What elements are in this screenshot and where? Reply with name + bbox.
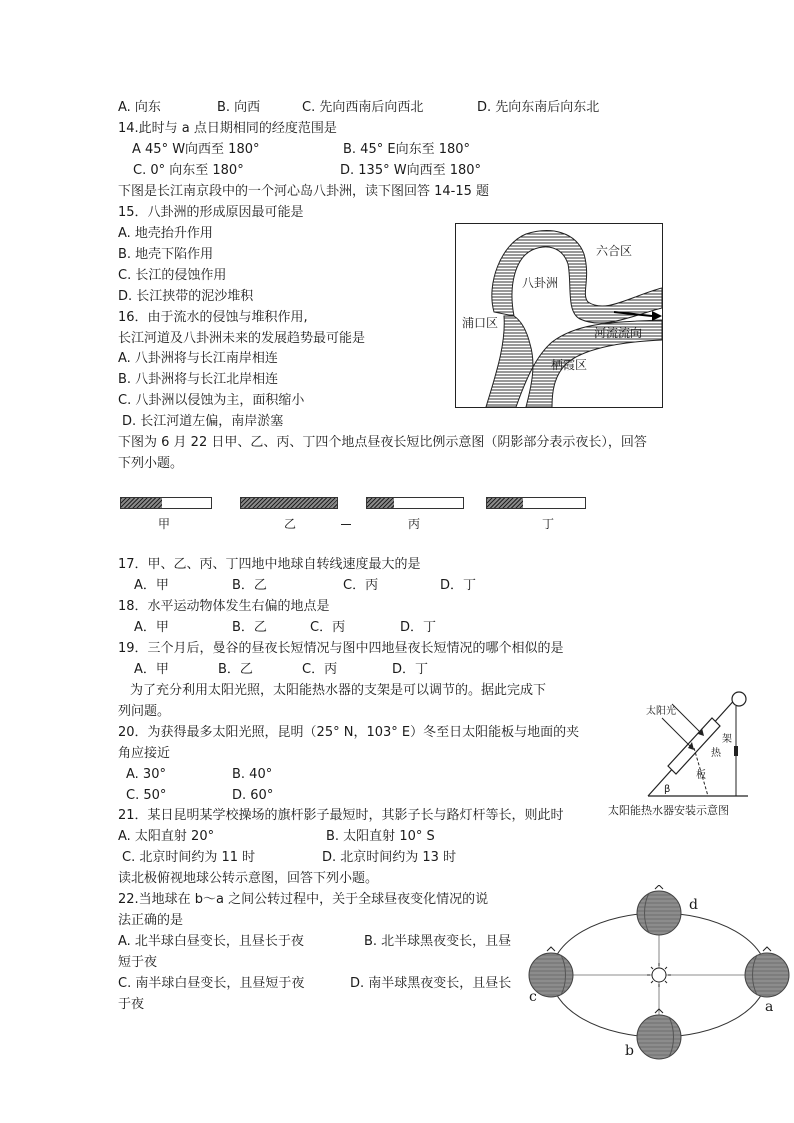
q17-option-c: C．丙 — [343, 578, 379, 593]
daybar-ding — [486, 497, 586, 509]
q13-option-c: C. 先向西南后向西北 — [302, 100, 424, 115]
q15-option-b: B. 地壳下陷作用 — [118, 247, 214, 262]
q15-stem: 15．八卦洲的形成原因最可能是 — [118, 205, 304, 220]
daybar-jia — [120, 497, 212, 509]
q19-stem: 19．三个月后，曼谷的昼夜长短情况与图中四地昼夜长短情况的哪个相似的是 — [118, 641, 564, 656]
q14-option-a: A 45° W向西至 180° — [132, 142, 260, 157]
q18-option-b: B．乙 — [232, 620, 267, 635]
q17-stem: 17．甲、乙、丙、丁四地中地球自转线速度最大的是 — [118, 557, 421, 572]
solar-label-sunlight: 太阳光 — [646, 706, 676, 717]
solar-heater-diagram — [608, 688, 758, 818]
q20-option-c: C. 50° — [126, 788, 167, 803]
q14-option-b: B. 45° E向东至 180° — [343, 142, 471, 157]
night-fill — [121, 498, 162, 508]
q18-option-c: C．丙 — [310, 620, 346, 635]
daybar-bing — [366, 497, 464, 509]
q20-option-d: D. 60° — [232, 788, 274, 803]
q21-stem: 21．某日昆明某学校操场的旗杆影子最短时，其影子长与路灯杆等长，则此时 — [118, 808, 564, 823]
q21-option-c: C. 北京时间约为 11 时 — [122, 850, 256, 865]
q17-option-b: B．乙 — [232, 578, 267, 593]
daybar-label-bing: 丙 — [408, 517, 421, 531]
q21-option-d: D. 北京时间约为 13 时 — [322, 850, 457, 865]
daybar-label-yi: 乙 — [284, 517, 297, 531]
q16-option-d: D. 长江河道左偏，南岸淤塞 — [122, 414, 284, 429]
q14-option-d: D. 135° W向西至 180° — [340, 163, 482, 178]
q22-stem-line2: 法正确的是 — [118, 913, 184, 928]
solar-heater-graphic — [608, 688, 758, 818]
q15-option-d: D. 长江挟带的泥沙堆积 — [118, 289, 254, 304]
intro-20-21-line1: 为了充分利用太阳光照，太阳能热水器的支架是可以调节的。据此完成下 — [130, 683, 547, 698]
daybar-yi — [240, 497, 338, 509]
night-fill — [241, 498, 337, 508]
baguazhou-map — [455, 223, 663, 408]
q19-option-d: D．丁 — [392, 662, 429, 677]
q17-option-a: A．甲 — [134, 578, 169, 593]
q21-option-a: A. 太阳直射 20° — [118, 829, 215, 844]
solar-caption: 太阳能热水器安装示意图 — [608, 804, 729, 817]
q22-option-a: A. 北半球白昼变长，且昼长于夜 — [118, 934, 304, 949]
map-label-flow: 河流流向 — [594, 326, 643, 340]
solar-label-rack: 架 — [722, 734, 732, 745]
q16-stem-line1: 16．由于流水的侵蚀与堆积作用, — [118, 310, 308, 325]
q22-option-d-line2: 于夜 — [118, 997, 145, 1012]
intro-22: 读北极俯视地球公转示意图，回答下列小题。 — [118, 871, 379, 886]
daybar-label-jia: 甲 — [158, 517, 171, 531]
q22-option-d-line1: D. 南半球黑夜变长，且昼长 — [350, 976, 512, 991]
q15-option-c: C. 长江的侵蚀作用 — [118, 268, 227, 283]
solar-label-panel: 板 — [696, 770, 706, 781]
map-label-qixia: 栖霞区 — [551, 358, 588, 372]
q22-option-b-line2: 短于夜 — [118, 955, 158, 970]
intro-17-19-line2: 下列小题。 — [118, 456, 184, 471]
q13-option-d: D. 先向东南后向东北 — [477, 100, 600, 115]
q20-stem-line1: 20．为获得最多太阳光照，昆明（25° N，103° E）冬至日太阳能板与地面的夹 — [118, 725, 580, 740]
orbit-label-a: a — [765, 999, 774, 1015]
q22-stem-line1: 22.当地球在 b～a 之间公转过程中，关于全球昼夜变化情况的说 — [118, 892, 489, 907]
intro-17-19-line1: 下图为 6 月 22 日甲、乙、丙、丁四个地点昼夜长短比例示意图（阴影部分表示夜长），回答 — [118, 435, 647, 450]
night-fill — [487, 498, 523, 508]
intro-14-15: 下图是长江南京段中的一个河心岛八卦洲，读下图回答 14-15 题 — [118, 184, 490, 199]
map-label-baguazhou: 八卦洲 — [522, 276, 559, 290]
orbit-graphic — [525, 885, 793, 1063]
night-fill — [367, 498, 394, 508]
q18-stem: 18．水平运动物体发生右偏的地点是 — [118, 599, 330, 614]
orbit-label-d: d — [689, 897, 698, 913]
daybar-label-ding: 丁 — [542, 517, 555, 531]
q14-option-c: C. 0° 向东至 180° — [133, 163, 244, 178]
q13-option-b: B. 向西 — [217, 100, 261, 115]
orbit-label-c: c — [529, 989, 537, 1005]
q16-option-b: B. 八卦洲将与长江北岸相连 — [118, 372, 279, 387]
q20-stem-line2: 角应接近 — [118, 746, 171, 761]
q19-option-b: B．乙 — [218, 662, 253, 677]
solar-label-heat: 热 — [711, 748, 721, 759]
map-label-luhe: 六合区 — [596, 244, 633, 258]
q17-option-d: D．丁 — [440, 578, 477, 593]
q19-option-c: C．丙 — [302, 662, 338, 677]
q13-option-a: A. 向东 — [118, 100, 161, 115]
q15-option-a: A. 地壳抬升作用 — [118, 226, 213, 241]
orbit-label-b: b — [625, 1043, 634, 1059]
intro-20-21-line2: 列问题。 — [118, 704, 171, 719]
q18-option-d: D．丁 — [400, 620, 437, 635]
earth-orbit-diagram — [525, 885, 793, 1063]
q14-stem: 14.此时与 a 点日期相同的经度范围是 — [118, 121, 337, 136]
solar-label-beta: β — [664, 784, 671, 795]
q16-stem-line2: 长江河道及八卦洲未来的发展趋势最可能是 — [118, 331, 366, 346]
q20-option-b: B. 40° — [232, 767, 273, 782]
q21-option-b: B. 太阳直射 10° S — [326, 829, 435, 844]
q16-option-c: C. 八卦洲以侵蚀为主，面积缩小 — [118, 393, 305, 408]
q18-option-a: A．甲 — [134, 620, 169, 635]
q19-option-a: A．甲 — [134, 662, 169, 677]
map-label-pukou: 浦口区 — [462, 316, 499, 330]
q16-option-a: A. 八卦洲将与长江南岸相连 — [118, 351, 278, 366]
stray-mark — [341, 524, 351, 525]
q22-option-c: C. 南半球白昼变长，且昼短于夜 — [118, 976, 305, 991]
q20-option-a: A. 30° — [126, 767, 166, 782]
q22-option-b-line1: B. 北半球黑夜变长，且昼 — [364, 934, 512, 949]
